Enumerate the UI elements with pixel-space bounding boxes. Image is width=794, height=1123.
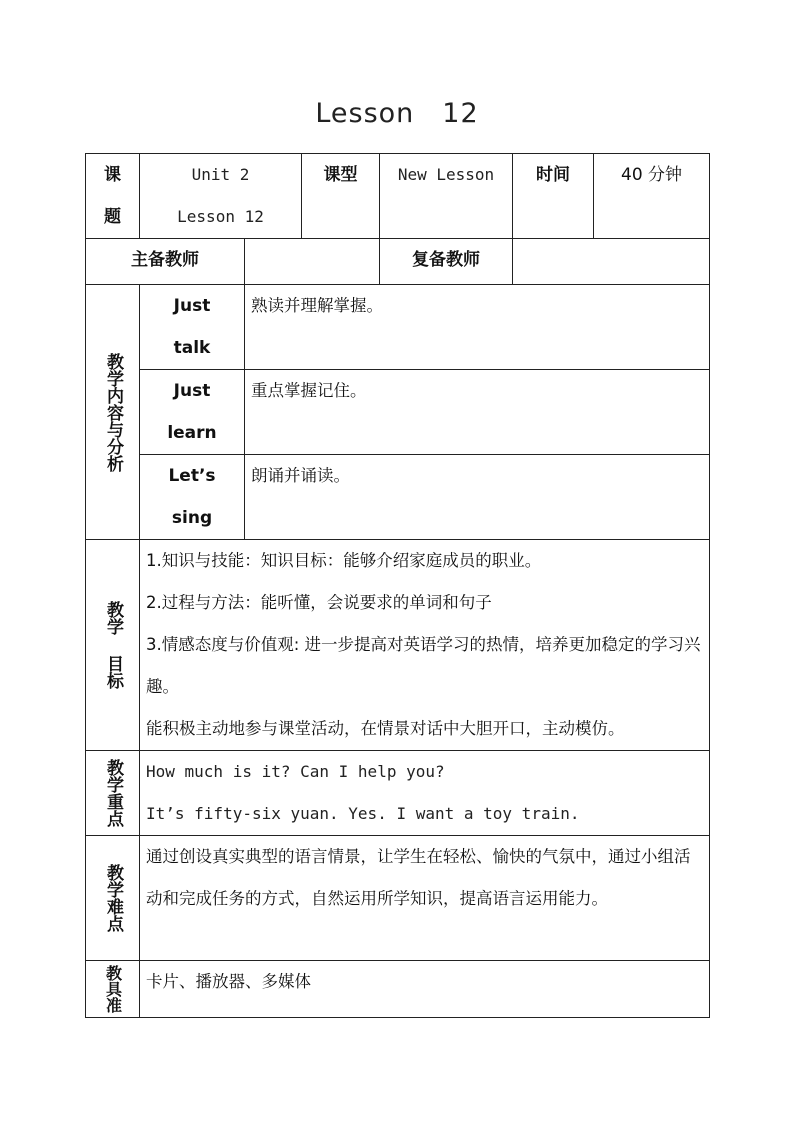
co-teacher-value: [513, 239, 710, 285]
topic-label-1: 课: [104, 165, 121, 185]
content-label-cell: [86, 285, 140, 540]
content-item-title: [140, 455, 245, 540]
content-item-desc: 重点掌握记住。: [245, 370, 710, 455]
type-label: 课型: [302, 154, 380, 239]
goals-content: [140, 540, 710, 751]
content-label: 教学内容与分析: [103, 352, 123, 472]
content-item-title: [140, 285, 245, 370]
title-number: 12: [442, 98, 479, 129]
difficult-content: 通过创设真实典型的语言情景，让学生在轻松、愉快的气氛中，通过小组活动和完成任务的方式，自然运用所学知识，提高语言运用能力。: [140, 836, 710, 961]
goal-line: 2.过程与方法：能听懂，会说要求的单词和句子: [146, 593, 492, 612]
time-value: 40 分钟: [594, 154, 710, 239]
topic-value-cell: [140, 154, 302, 239]
key-line: It’s fifty-six yuan. Yes. I want a toy train.: [146, 804, 580, 823]
content-item-desc: 熟读并理解掌握。: [245, 285, 710, 370]
content-item-line2: learn: [167, 423, 217, 443]
goals-label-cell: [86, 540, 140, 751]
content-item-line1: Let’s: [168, 466, 216, 486]
main-teacher-label: 主备教师: [86, 239, 245, 285]
difficult-label: 教学难点: [103, 864, 123, 932]
content-item-line2: talk: [173, 338, 211, 358]
lesson-text: Lesson 12: [177, 207, 264, 226]
prep-label-cell: [86, 961, 140, 1018]
goal-line: 3.情感态度与价值观: 进一步提高对英语学习的热情，培养更加稳定的学习兴趣。: [146, 635, 701, 696]
key-label-cell: [86, 751, 140, 836]
page-title: [0, 98, 794, 129]
content-item-title: [140, 370, 245, 455]
time-label: 时间: [513, 154, 594, 239]
title-word: Lesson: [315, 98, 415, 129]
difficult-label-cell: [86, 836, 140, 961]
prep-content: 卡片、播放器、多媒体: [140, 961, 710, 1018]
main-teacher-value: [245, 239, 380, 285]
key-label: 教学重点: [103, 759, 123, 827]
prep-label: 教具准: [103, 965, 123, 1013]
content-item-line1: Just: [173, 296, 211, 316]
topic-label-2: 题: [104, 207, 121, 227]
goals-label: 教学 目标: [103, 601, 123, 689]
content-item-line1: Just: [173, 381, 211, 401]
key-line: How much is it? Can I help you?: [146, 762, 445, 781]
content-item-desc: 朗诵并诵读。: [245, 455, 710, 540]
key-content: [140, 751, 710, 836]
goal-line: 能积极主动地参与课堂活动，在情景对话中大胆开口，主动模仿。: [146, 719, 625, 738]
content-item-line2: sing: [171, 508, 213, 528]
co-teacher-label: 复备教师: [380, 239, 513, 285]
goal-line: 1.知识与技能：知识目标：能够介绍家庭成员的职业。: [146, 551, 542, 570]
topic-label-cell: [86, 154, 140, 239]
lesson-plan-table: [85, 153, 710, 1018]
unit-text: Unit 2: [191, 165, 250, 184]
type-value: New Lesson: [380, 154, 513, 239]
